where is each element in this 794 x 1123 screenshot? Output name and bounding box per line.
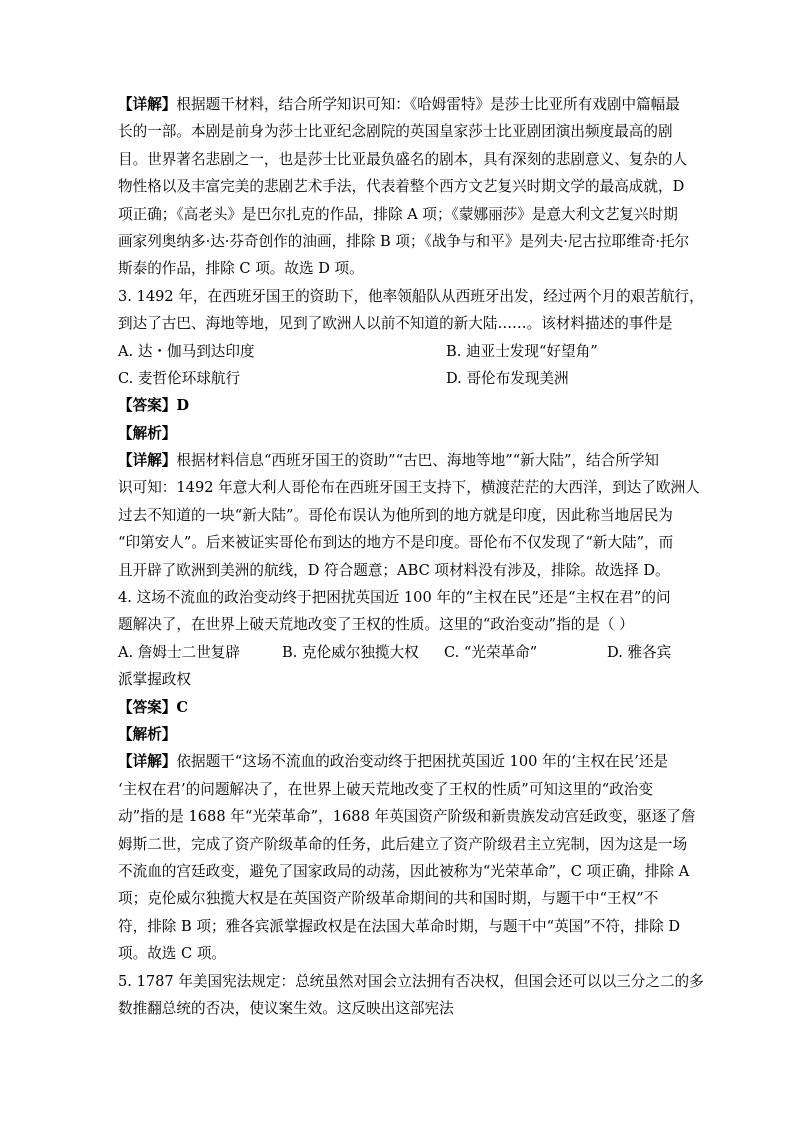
option-c: C. 麦哲伦环球航行 [118,369,241,387]
text-line: 过去不知道的一块“新大陆”。哥伦布误认为他所到的地方就是印度，因此称当地居民为 [118,506,673,524]
option-d-continuation: 派掌握政权 [118,671,191,689]
question-stem-line: 5. 1787 年美国宪法规定：总统虽然对国会立法拥有否决权，但国会还可以以三分之二的多 [118,972,704,990]
text-line: 识可知：1492 年意大利人哥伦布在西班牙国王支持下，横渡茫茫的大西洋，到达了欧洲人 [118,479,700,497]
text-line: 动”指的是 1688 年“光荣革命”，1688 年英国资产阶级和新贵族发动宫廷政变，驱逐了詹 [118,808,696,826]
text-line: 且开辟了欧洲到美洲的航线，D 符合题意；ABC 项材料没有涉及，排除。故选择 D。 [118,561,670,579]
text-line: 【详解】依据题干“这场不流血的政治变动终于把困扰英国近 100 年的‘主权在民’还是 [118,753,669,771]
option-c: C. “光荣革命” [444,643,538,661]
option-d: D. 哥伦布发现美洲 [446,369,569,387]
detail-tag: 【详解】 [118,753,177,771]
option-b: B. 迪亚士发现“好望角” [446,342,598,360]
question-stem-line: 数推翻总统的否决，使议案生效。这反映出这部宪法 [118,999,454,1017]
option-d: D. 雅各宾 [607,643,672,661]
explanation-block-1 [118,91,690,283]
text-line: 【详解】根据题干材料，结合所学知识可知：《哈姆雷特》是莎士比亚所有戏剧中篇幅最 [118,96,680,113]
text-line: 项正确；《高老头》是巴尔扎克的作品，排除 A 项；《蒙娜丽莎》是意大利文艺复兴时期 [118,205,678,223]
answer-label: 【答案】D [118,397,190,415]
detail-tag: 【详解】 [118,452,177,470]
text-line: 不流血的宫廷政变，避免了国家政局的动荡，因此被称为“光荣革命”，C 项正确，排除 A [118,862,690,880]
text-line: 符，排除 B 项；雅各宾派掌握政权是在法国大革命时期，与题干中“英国”不符，排除 D [118,917,681,935]
text-line: 斯泰的作品，排除 C 项。故选 D 项。 [118,260,364,278]
option-a: A. 达・伽马到达印度 [118,342,255,360]
question-stem-line: 题解决了，在世界上破天荒地改变了王权的性质。这里的“政治变动”指的是（ ） [118,616,634,634]
text-line: 【详解】根据材料信息“西班牙国王的资助”“古巴、海地等地”“新大陆”，结合所学知 [118,452,659,470]
option-row [118,639,679,666]
question-3 [118,283,704,584]
text-line: 目。世界著名悲剧之一，也是莎士比亚最负盛名的剧本，具有深刻的悲剧意义、复杂的人 [118,150,688,168]
text-line: 画家列奥纳多·达·芬奇创作的油画，排除 B 项；《战争与和平》是列夫·尼古拉耶维奇·托尔 [118,232,690,250]
option-a: A. 詹姆士二世复辟 [118,643,240,661]
question-stem-line: 3. 1492 年，在西班牙国王的资助下，他率领船队从西班牙出发，经过两个月的艰苦航行， [118,287,704,305]
question-stem-line: 到达了古巴、海地等地，见到了欧洲人以前不知道的新大陆……。该材料描述的事件是 [118,315,673,333]
question-4 [118,584,696,967]
analysis-label: 【解析】 [118,424,177,442]
text-line: ‘主权在君’的问题解决了，在世界上破天荒地改变了王权的性质”可知这里的“政治变 [118,780,653,798]
detail-tag: 【详解】 [118,96,177,113]
text-line: 长的一部。本剧是前身为莎士比亚纪念剧院的英国皇家莎士比亚剧团演出频度最高的剧 [118,123,673,141]
option-b: B. 克伦威尔独揽大权 [282,643,419,661]
answer-label: 【答案】C [118,698,188,716]
text-line: 物性格以及丰富完美的悲剧艺术手法，代表着整个西方文艺复兴时期文学的最高成就，D [118,178,685,196]
question-5 [118,968,704,1023]
option-row [118,365,679,392]
analysis-label: 【解析】 [118,725,177,743]
text-line: 项。故选 C 项。 [118,945,227,963]
option-row [118,338,679,365]
text-line: 姆斯二世，完成了资产阶级革命的任务，此后建立了资产阶级君主立宪制，因为这是一场 [118,835,688,853]
question-stem-line: 4. 这场不流血的政治变动终于把困扰英国近 100 年的“主权在民”还是“主权在君”的问 [118,589,671,607]
text-line: 项；克伦威尔独揽大权是在英国资产阶级革命期间的共和国时期，与题干中“王权”不 [118,890,659,908]
text-line: “印第安人”。后来被证实哥伦布到达的地方不是印度。哥伦布不仅发现了“新大陆”，而 [118,534,674,552]
